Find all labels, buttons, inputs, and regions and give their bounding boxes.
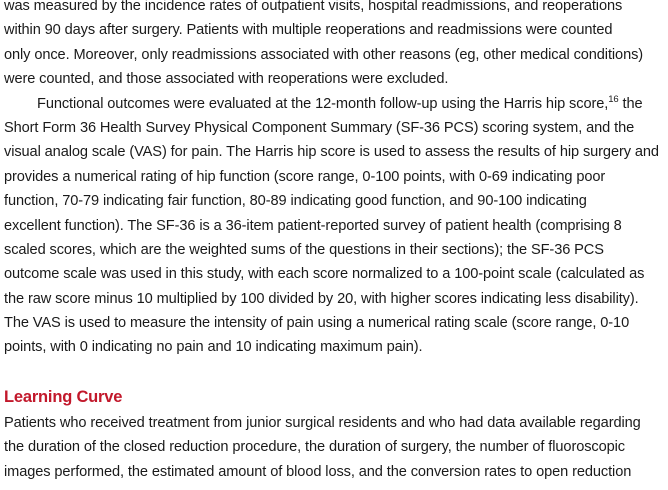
reference-superscript: 16 bbox=[608, 93, 619, 105]
text-line: Patients who received treatment from junior surgical residents and who had data available regarding bbox=[4, 414, 641, 431]
text-line: scaled scores, which are the weighted sums of the questions in their sections); the SF-36 PCS bbox=[4, 241, 604, 258]
section-heading: Learning Curve bbox=[4, 387, 123, 406]
text-line: visual analog scale (VAS) for pain. The Harris hip score is used to assess the results of hip surgery and bbox=[4, 144, 659, 161]
text-line: points, with 0 indicating no pain and 10 indicating maximum pain). bbox=[4, 339, 423, 356]
text-line: outcome scale was used in this study, with each score normalized to a 100-point scale (calculated as bbox=[4, 266, 645, 283]
text-line: function, 70-79 indicating fair function, 80-89 indicating good function, and 90-100 indicating bbox=[4, 193, 587, 210]
text-line: Short Form 36 Health Survey Physical Component Summary (SF-36 PCS) scoring system, and the bbox=[4, 119, 635, 136]
paragraph-gap bbox=[4, 360, 666, 384]
text-line: excellent function). The SF-36 is a 36-item patient-reported survey of patient health (comprising 8 bbox=[4, 217, 622, 234]
article-body bbox=[4, 0, 666, 484]
paragraph-outcomes-measurement bbox=[4, 0, 666, 92]
text-line: only once. Moreover, only readmissions associated with other reasons (eg, other medical conditions) bbox=[4, 46, 644, 63]
text-line: were counted, and those associated with reoperations were excluded. bbox=[4, 71, 449, 88]
text-line: the duration of the closed reduction procedure, the duration of surgery, the number of fluoroscopic bbox=[4, 439, 625, 456]
text-segment: Functional outcomes were evaluated at the 12-month follow-up using the Harris hip score, bbox=[37, 95, 609, 112]
text-line: The VAS is used to measure the intensity of pain using a numerical rating scale (score range, 0-10 bbox=[4, 315, 630, 332]
text-segment: the bbox=[618, 95, 643, 112]
text-line-first bbox=[4, 92, 666, 116]
paragraph-functional-outcomes bbox=[4, 92, 666, 360]
paragraph-learning-curve bbox=[4, 411, 666, 484]
text-line: within 90 days after surgery. Patients with multiple reoperations and readmissions were counted bbox=[4, 22, 613, 39]
text-line: the raw score minus 10 multiplied by 100 divided by 20, with higher scores indicating less disability). bbox=[4, 290, 639, 307]
text-line: was measured by the incidence rates of outpatient visits, hospital readmissions, and reoperations bbox=[4, 0, 623, 14]
text-line: provides a numerical rating of hip function (score range, 0-100 points, with 0-69 indicating poor bbox=[4, 168, 606, 185]
text-line: images performed, the estimated amount of blood loss, and the conversion rates to open reduction bbox=[4, 463, 632, 480]
